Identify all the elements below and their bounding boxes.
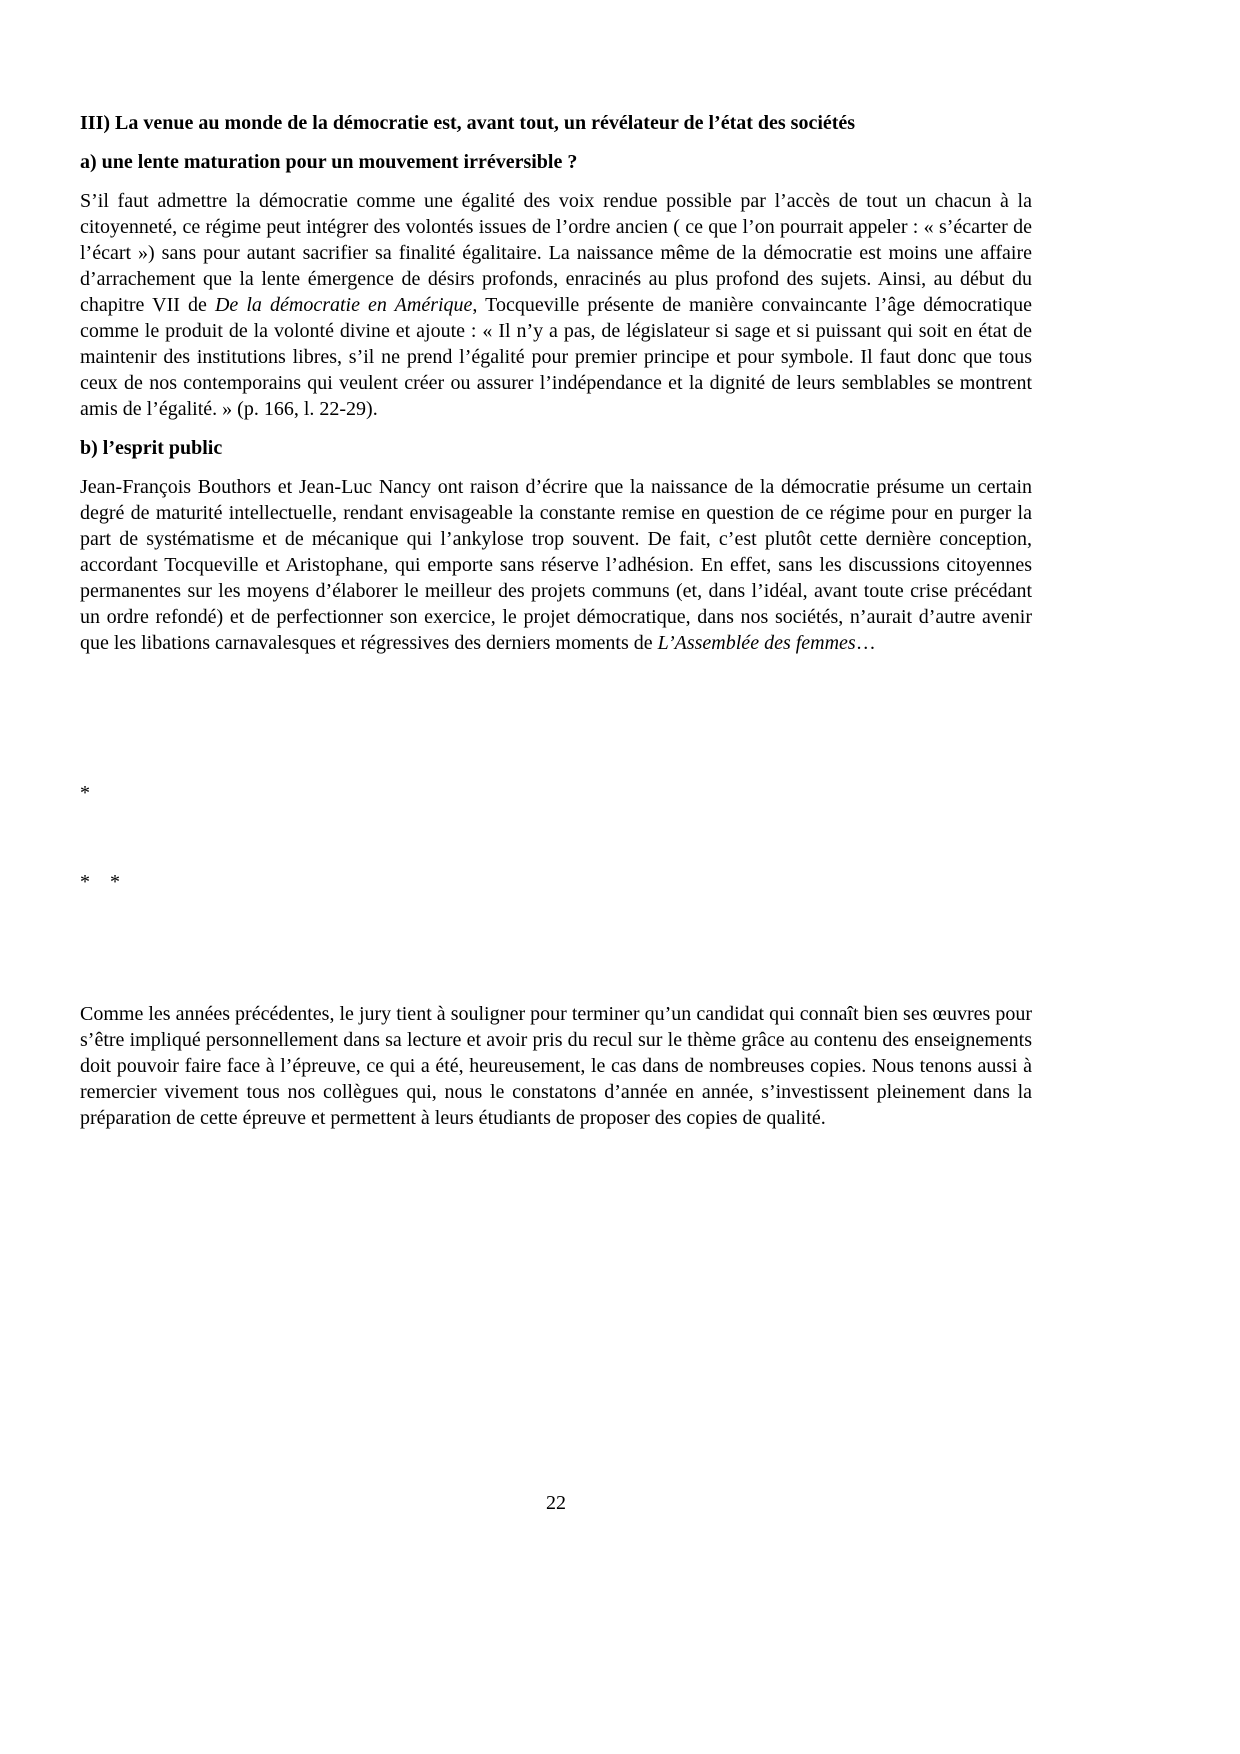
text-run: S’il faut admettre la démocratie comme une égalité des voix rendue possible par l’accès de tout un chacun à la citoyenneté, ce régime peut intégrer des volontés issues de l’ordre ancien ( ce que l’on pourrait appeler : « s’écarter de l’écart ») sans pour autant sacrifier sa finalité égalitaire. La naissance même de la démocratie est moins une affaire d’arrachement que la lente émergence de désirs profonds, enracinés au plus profond des sujets. Ainsi, au début du chapitre VII de: [80, 190, 1032, 316]
separator-star-line-1: *: [80, 782, 90, 804]
text-column: [80, 110, 1032, 1144]
italic-text-run: De la démocratie en Amérique: [214, 294, 473, 316]
paragraph-conclusion: [80, 1001, 1032, 1131]
section-separator: [80, 728, 1032, 947]
subsection-heading-b: b) l’esprit public: [80, 437, 223, 459]
subsection-heading-a: a) une lente maturation pour un mouvement irréversible ?: [80, 151, 578, 173]
text-run: …: [855, 632, 876, 654]
paragraph-maturation: [80, 188, 1032, 422]
separator-star-line-2: * *: [80, 871, 120, 893]
page-number: 22: [546, 1492, 566, 1514]
text-run: Comme les années précédentes, le jury tient à souligner pour terminer qu’un candidat qui connaît bien ses œuvres pour s’être impliqué personnellement dans sa lecture et avoir pris du recul sur le thème grâce au contenu des enseignements doit pouvoir faire face à l’épreuve, ce qui a été, heureusement, le cas dans de nombreuses copies. Nous tenons aussi à remercier vivement tous nos collègues qui, nous le constatons d’année en année, s’investissent pleinement dans la préparation de cette épreuve et permettent à leurs étudiants de proposer des copies de qualité.: [80, 1003, 1032, 1129]
paragraph-esprit-public: [80, 474, 1032, 656]
text-run: , Tocqueville présente de manière convaincante l’âge démocratique comme le produit de la volonté divine et ajoute : « Il n’y a pas, de législateur si sage et si puissant qui soit en état de maintenir des institutions libres, s’il ne prend l’égalité pour premier principe et pour symbole. Il faut donc que tous ceux de nos contemporains qui veulent créer ou assurer l’indépendance et la dignité de leurs semblables se montrent amis de l’égalité. » (p. 166, l. 22-29).: [80, 294, 1033, 420]
text-run: Jean-François Bouthors et Jean-Luc Nancy ont raison d’écrire que la naissance de la démocratie présume un certain degré de maturité intellectuelle, rendant envisageable la constante remise en question de ce régime pour en purger la part de systématisme et de mécanique qui l’ankylose trop souvent. De fait, c’est plutôt cette dernière conception, accordant Tocqueville et Aristophane, qui emporte sans réserve l’adhésion. En effet, sans les discussions citoyennes permanentes sur les moyens d’élaborer le meilleur des projets communs (et, dans l’idéal, avant toute crise précédant un ordre refondé) et de perfectionner son exercice, le projet démocratique, dans nos sociétés, n’aurait d’autre avenir que les libations carnavalesques et régressives des derniers moments de: [80, 476, 1032, 654]
italic-text-run: L’Assemblée des femmes: [657, 632, 856, 654]
section-heading: III) La venue au monde de la démocratie est, avant tout, un révélateur de l’état des sociétés: [80, 112, 856, 134]
